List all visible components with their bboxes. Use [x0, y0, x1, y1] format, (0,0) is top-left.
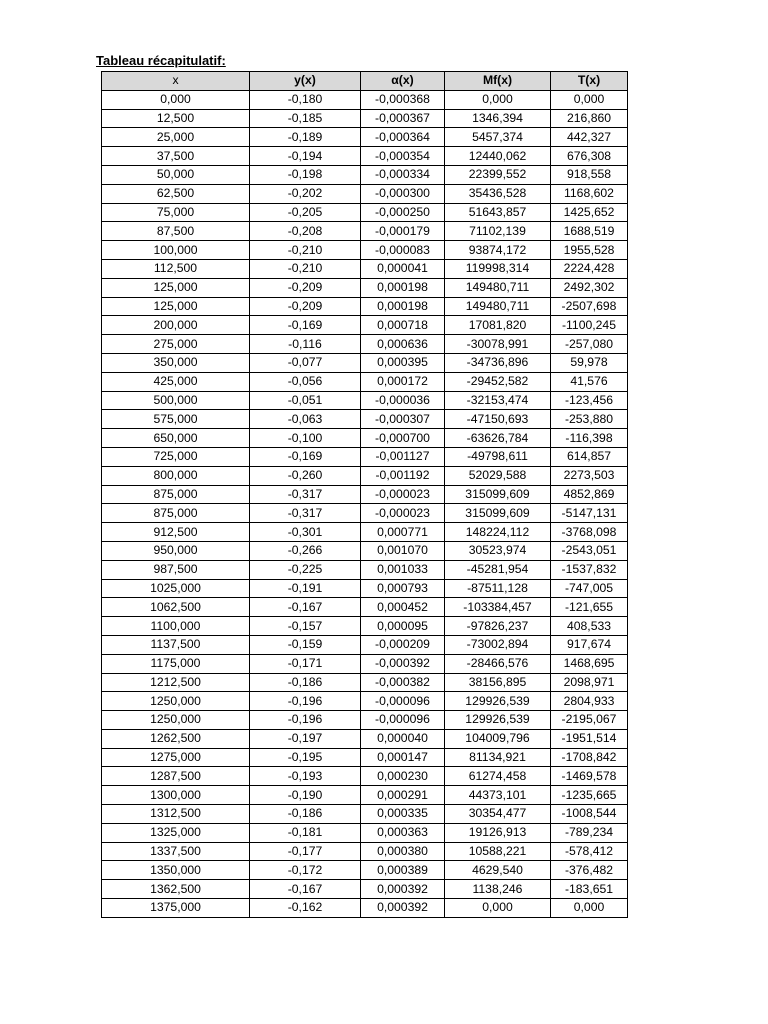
x-cell: 112,500	[102, 259, 250, 278]
table-row	[102, 805, 628, 824]
alpha-cell: 0,001070	[361, 541, 445, 560]
mf-cell: 1346,394	[445, 109, 551, 128]
t-cell: -1951,514	[551, 729, 628, 748]
alpha-cell: 0,000335	[361, 805, 445, 824]
t-cell: -2507,698	[551, 297, 628, 316]
alpha-cell: -0,000364	[361, 128, 445, 147]
table-row	[102, 353, 628, 372]
t-cell: -1708,842	[551, 748, 628, 767]
y-cell: -0,172	[250, 861, 361, 880]
x-cell: 912,500	[102, 523, 250, 542]
x-cell: 1100,000	[102, 617, 250, 636]
x-cell: 100,000	[102, 241, 250, 260]
y-cell: -0,116	[250, 335, 361, 354]
mf-cell: 17081,820	[445, 316, 551, 335]
t-cell: -116,398	[551, 429, 628, 448]
t-cell: 918,558	[551, 165, 628, 184]
y-cell: -0,100	[250, 429, 361, 448]
table-row	[102, 90, 628, 109]
t-cell: -1008,544	[551, 805, 628, 824]
table-row	[102, 222, 628, 241]
mf-cell: -29452,582	[445, 372, 551, 391]
alpha-cell: -0,000354	[361, 147, 445, 166]
alpha-cell: -0,000300	[361, 184, 445, 203]
y-cell: -0,196	[250, 711, 361, 730]
t-cell: -2543,051	[551, 541, 628, 560]
t-cell: -1469,578	[551, 767, 628, 786]
table-row	[102, 429, 628, 448]
t-cell: 2224,428	[551, 259, 628, 278]
y-cell: -0,301	[250, 523, 361, 542]
summary-table	[101, 71, 628, 918]
y-cell: -0,197	[250, 729, 361, 748]
mf-cell: -87511,128	[445, 579, 551, 598]
t-cell: 1168,602	[551, 184, 628, 203]
alpha-cell: -0,000096	[361, 692, 445, 711]
y-cell: -0,169	[250, 316, 361, 335]
table-row	[102, 165, 628, 184]
table-row	[102, 598, 628, 617]
mf-cell: 35436,528	[445, 184, 551, 203]
table-row	[102, 767, 628, 786]
t-cell: -253,880	[551, 410, 628, 429]
alpha-cell: 0,000771	[361, 523, 445, 542]
y-cell: -0,051	[250, 391, 361, 410]
alpha-cell: 0,000793	[361, 579, 445, 598]
alpha-cell: 0,000172	[361, 372, 445, 391]
table-row	[102, 579, 628, 598]
table-row	[102, 786, 628, 805]
alpha-cell: -0,000096	[361, 711, 445, 730]
y-cell: -0,191	[250, 579, 361, 598]
mf-cell: 1138,246	[445, 880, 551, 899]
table-row	[102, 316, 628, 335]
x-cell: 1337,500	[102, 842, 250, 861]
mf-cell: 93874,172	[445, 241, 551, 260]
t-cell: -747,005	[551, 579, 628, 598]
t-cell: -1235,665	[551, 786, 628, 805]
mf-cell: 61274,458	[445, 767, 551, 786]
x-cell: 1250,000	[102, 711, 250, 730]
x-cell: 275,000	[102, 335, 250, 354]
x-cell: 1325,000	[102, 823, 250, 842]
alpha-cell: -0,000307	[361, 410, 445, 429]
t-cell: -5147,131	[551, 504, 628, 523]
mf-cell: 0,000	[445, 899, 551, 918]
t-cell: 676,308	[551, 147, 628, 166]
alpha-cell: -0,000179	[361, 222, 445, 241]
table-row	[102, 259, 628, 278]
y-cell: -0,186	[250, 673, 361, 692]
x-cell: 1262,500	[102, 729, 250, 748]
x-cell: 50,000	[102, 165, 250, 184]
y-cell: -0,196	[250, 692, 361, 711]
alpha-cell: -0,000392	[361, 654, 445, 673]
alpha-cell: 0,000147	[361, 748, 445, 767]
table-row	[102, 523, 628, 542]
mf-cell: -28466,576	[445, 654, 551, 673]
x-cell: 1362,500	[102, 880, 250, 899]
mf-cell: -63626,784	[445, 429, 551, 448]
t-cell: -578,412	[551, 842, 628, 861]
y-cell: -0,185	[250, 109, 361, 128]
alpha-cell: -0,000023	[361, 504, 445, 523]
t-cell: -121,655	[551, 598, 628, 617]
alpha-cell: -0,000083	[361, 241, 445, 260]
y-cell: -0,317	[250, 504, 361, 523]
table-row	[102, 297, 628, 316]
x-cell: 1212,500	[102, 673, 250, 692]
alpha-cell: 0,000392	[361, 880, 445, 899]
mf-cell: 149480,711	[445, 297, 551, 316]
mf-cell: 0,000	[445, 90, 551, 109]
t-cell: -1537,832	[551, 560, 628, 579]
mf-cell: 52029,588	[445, 466, 551, 485]
x-cell: 1062,500	[102, 598, 250, 617]
mf-cell: -47150,693	[445, 410, 551, 429]
table-row	[102, 410, 628, 429]
table-row	[102, 617, 628, 636]
table-row	[102, 899, 628, 918]
y-cell: -0,077	[250, 353, 361, 372]
x-cell: 0,000	[102, 90, 250, 109]
mf-cell: 30354,477	[445, 805, 551, 824]
t-cell: 1688,519	[551, 222, 628, 241]
alpha-cell: -0,000382	[361, 673, 445, 692]
y-cell: -0,177	[250, 842, 361, 861]
table-body	[102, 90, 628, 917]
x-cell: 200,000	[102, 316, 250, 335]
alpha-cell: -0,001192	[361, 466, 445, 485]
column-header-t: T(x)	[551, 72, 628, 91]
t-cell: 2273,503	[551, 466, 628, 485]
alpha-cell: 0,000452	[361, 598, 445, 617]
mf-cell: 22399,552	[445, 165, 551, 184]
column-header-y: y(x)	[250, 72, 361, 91]
document-title: Tableau récapitulatif:	[96, 53, 226, 68]
x-cell: 500,000	[102, 391, 250, 410]
t-cell: -789,234	[551, 823, 628, 842]
y-cell: -0,209	[250, 297, 361, 316]
table-row	[102, 861, 628, 880]
t-cell: -257,080	[551, 335, 628, 354]
mf-cell: -97826,237	[445, 617, 551, 636]
x-cell: 1025,000	[102, 579, 250, 598]
y-cell: -0,205	[250, 203, 361, 222]
y-cell: -0,157	[250, 617, 361, 636]
t-cell: -3768,098	[551, 523, 628, 542]
mf-cell: -49798,611	[445, 447, 551, 466]
mf-cell: 19126,913	[445, 823, 551, 842]
x-cell: 875,000	[102, 504, 250, 523]
table-row	[102, 635, 628, 654]
table-row	[102, 842, 628, 861]
mf-cell: 51643,857	[445, 203, 551, 222]
table-row	[102, 711, 628, 730]
t-cell: 2492,302	[551, 278, 628, 297]
alpha-cell: 0,001033	[361, 560, 445, 579]
y-cell: -0,190	[250, 786, 361, 805]
alpha-cell: -0,000367	[361, 109, 445, 128]
y-cell: -0,210	[250, 241, 361, 260]
y-cell: -0,167	[250, 880, 361, 899]
mf-cell: -103384,457	[445, 598, 551, 617]
alpha-cell: 0,000198	[361, 278, 445, 297]
y-cell: -0,186	[250, 805, 361, 824]
alpha-cell: -0,000368	[361, 90, 445, 109]
x-cell: 575,000	[102, 410, 250, 429]
column-header-mf: Mf(x)	[445, 72, 551, 91]
x-cell: 875,000	[102, 485, 250, 504]
x-cell: 725,000	[102, 447, 250, 466]
y-cell: -0,063	[250, 410, 361, 429]
t-cell: -1100,245	[551, 316, 628, 335]
x-cell: 87,500	[102, 222, 250, 241]
x-cell: 1250,000	[102, 692, 250, 711]
table-row	[102, 447, 628, 466]
y-cell: -0,180	[250, 90, 361, 109]
mf-cell: 104009,796	[445, 729, 551, 748]
mf-cell: 12440,062	[445, 147, 551, 166]
column-header-alpha: α(x)	[361, 72, 445, 91]
table-row	[102, 278, 628, 297]
alpha-cell: 0,000389	[361, 861, 445, 880]
alpha-cell: 0,000198	[361, 297, 445, 316]
alpha-cell: -0,000700	[361, 429, 445, 448]
mf-cell: -30078,991	[445, 335, 551, 354]
x-cell: 1350,000	[102, 861, 250, 880]
t-cell: -376,482	[551, 861, 628, 880]
mf-cell: 4629,540	[445, 861, 551, 880]
t-cell: 614,857	[551, 447, 628, 466]
alpha-cell: -0,000209	[361, 635, 445, 654]
mf-cell: 81134,921	[445, 748, 551, 767]
mf-cell: 315099,609	[445, 504, 551, 523]
mf-cell: 119998,314	[445, 259, 551, 278]
table-row	[102, 203, 628, 222]
t-cell: 0,000	[551, 899, 628, 918]
alpha-cell: 0,000395	[361, 353, 445, 372]
y-cell: -0,208	[250, 222, 361, 241]
x-cell: 1137,500	[102, 635, 250, 654]
y-cell: -0,189	[250, 128, 361, 147]
mf-cell: 10588,221	[445, 842, 551, 861]
y-cell: -0,159	[250, 635, 361, 654]
x-cell: 75,000	[102, 203, 250, 222]
x-cell: 1175,000	[102, 654, 250, 673]
x-cell: 125,000	[102, 297, 250, 316]
x-cell: 1300,000	[102, 786, 250, 805]
t-cell: 917,674	[551, 635, 628, 654]
t-cell: 2098,971	[551, 673, 628, 692]
x-cell: 1375,000	[102, 899, 250, 918]
alpha-cell: 0,000095	[361, 617, 445, 636]
table-row	[102, 372, 628, 391]
table-row	[102, 109, 628, 128]
y-cell: -0,056	[250, 372, 361, 391]
x-cell: 950,000	[102, 541, 250, 560]
table-row	[102, 729, 628, 748]
table-row	[102, 541, 628, 560]
y-cell: -0,225	[250, 560, 361, 579]
x-cell: 987,500	[102, 560, 250, 579]
table-row	[102, 504, 628, 523]
y-cell: -0,171	[250, 654, 361, 673]
x-cell: 800,000	[102, 466, 250, 485]
table-header-row	[102, 72, 628, 91]
mf-cell: 148224,112	[445, 523, 551, 542]
table-row	[102, 560, 628, 579]
mf-cell: -73002,894	[445, 635, 551, 654]
t-cell: 408,533	[551, 617, 628, 636]
mf-cell: -45281,954	[445, 560, 551, 579]
table-row	[102, 241, 628, 260]
mf-cell: 5457,374	[445, 128, 551, 147]
alpha-cell: -0,000250	[361, 203, 445, 222]
x-cell: 425,000	[102, 372, 250, 391]
x-cell: 1312,500	[102, 805, 250, 824]
t-cell: -123,456	[551, 391, 628, 410]
table-row	[102, 880, 628, 899]
table-row	[102, 147, 628, 166]
y-cell: -0,210	[250, 259, 361, 278]
x-cell: 1287,500	[102, 767, 250, 786]
x-cell: 1275,000	[102, 748, 250, 767]
alpha-cell: 0,000041	[361, 259, 445, 278]
x-cell: 25,000	[102, 128, 250, 147]
x-cell: 37,500	[102, 147, 250, 166]
alpha-cell: 0,000380	[361, 842, 445, 861]
column-header-x: x	[102, 72, 250, 91]
t-cell: -183,651	[551, 880, 628, 899]
y-cell: -0,317	[250, 485, 361, 504]
alpha-cell: -0,000036	[361, 391, 445, 410]
alpha-cell: -0,001127	[361, 447, 445, 466]
mf-cell: 30523,974	[445, 541, 551, 560]
table-row	[102, 748, 628, 767]
y-cell: -0,195	[250, 748, 361, 767]
y-cell: -0,169	[250, 447, 361, 466]
mf-cell: 44373,101	[445, 786, 551, 805]
y-cell: -0,162	[250, 899, 361, 918]
mf-cell: 129926,539	[445, 711, 551, 730]
t-cell: 1955,528	[551, 241, 628, 260]
y-cell: -0,198	[250, 165, 361, 184]
t-cell: -2195,067	[551, 711, 628, 730]
mf-cell: 149480,711	[445, 278, 551, 297]
table-row	[102, 823, 628, 842]
table-row	[102, 466, 628, 485]
table-row	[102, 128, 628, 147]
alpha-cell: 0,000040	[361, 729, 445, 748]
alpha-cell: 0,000363	[361, 823, 445, 842]
t-cell: 59,978	[551, 353, 628, 372]
x-cell: 62,500	[102, 184, 250, 203]
t-cell: 4852,869	[551, 485, 628, 504]
mf-cell: -34736,896	[445, 353, 551, 372]
alpha-cell: -0,000334	[361, 165, 445, 184]
t-cell: 216,860	[551, 109, 628, 128]
x-cell: 125,000	[102, 278, 250, 297]
t-cell: 2804,933	[551, 692, 628, 711]
table-row	[102, 335, 628, 354]
t-cell: 41,576	[551, 372, 628, 391]
y-cell: -0,194	[250, 147, 361, 166]
alpha-cell: 0,000636	[361, 335, 445, 354]
t-cell: 1425,652	[551, 203, 628, 222]
y-cell: -0,266	[250, 541, 361, 560]
table-row	[102, 184, 628, 203]
table-row	[102, 391, 628, 410]
mf-cell: 315099,609	[445, 485, 551, 504]
y-cell: -0,260	[250, 466, 361, 485]
y-cell: -0,167	[250, 598, 361, 617]
y-cell: -0,193	[250, 767, 361, 786]
table-row	[102, 673, 628, 692]
mf-cell: 129926,539	[445, 692, 551, 711]
alpha-cell: 0,000291	[361, 786, 445, 805]
t-cell: 0,000	[551, 90, 628, 109]
mf-cell: -32153,474	[445, 391, 551, 410]
t-cell: 442,327	[551, 128, 628, 147]
y-cell: -0,181	[250, 823, 361, 842]
table-row	[102, 692, 628, 711]
table-row	[102, 485, 628, 504]
mf-cell: 71102,139	[445, 222, 551, 241]
alpha-cell: 0,000230	[361, 767, 445, 786]
x-cell: 12,500	[102, 109, 250, 128]
y-cell: -0,209	[250, 278, 361, 297]
mf-cell: 38156,895	[445, 673, 551, 692]
alpha-cell: 0,000718	[361, 316, 445, 335]
x-cell: 650,000	[102, 429, 250, 448]
y-cell: -0,202	[250, 184, 361, 203]
x-cell: 350,000	[102, 353, 250, 372]
table-row	[102, 654, 628, 673]
t-cell: 1468,695	[551, 654, 628, 673]
alpha-cell: -0,000023	[361, 485, 445, 504]
alpha-cell: 0,000392	[361, 899, 445, 918]
